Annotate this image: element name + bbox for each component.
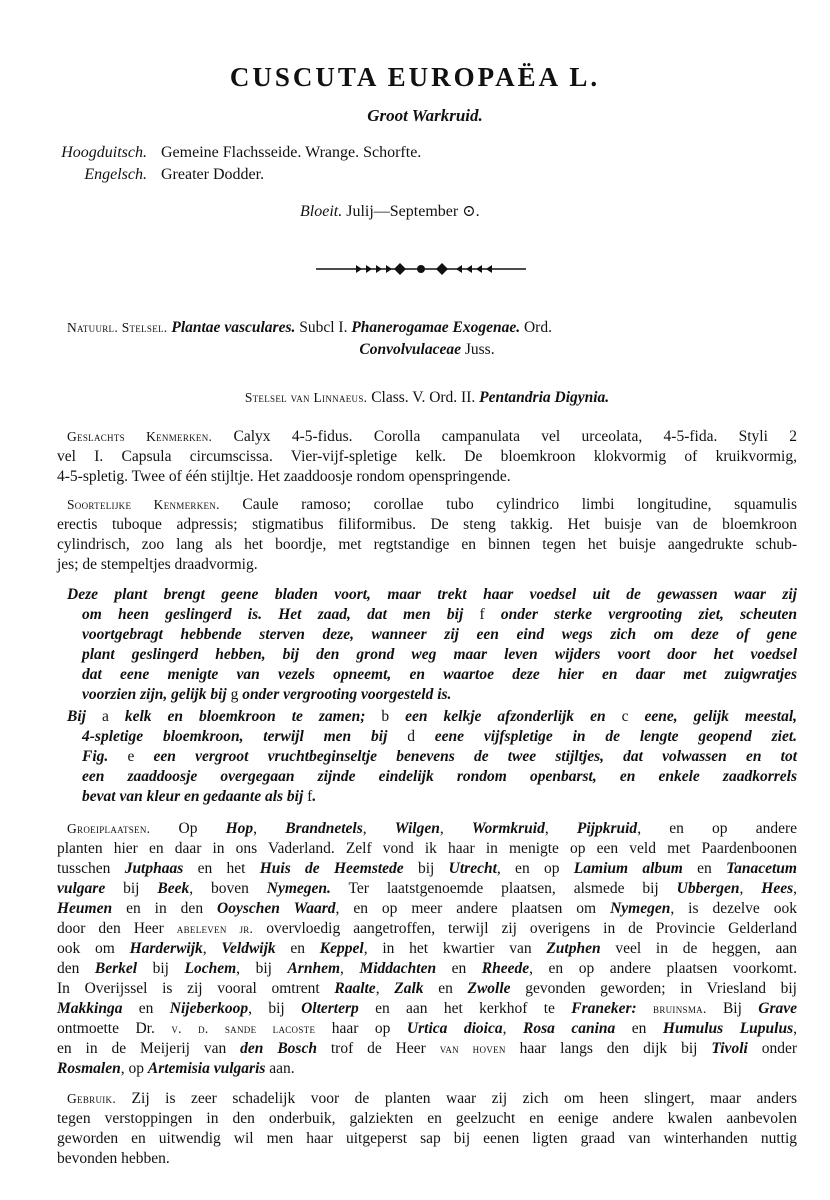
small-caps-heading: v. d. sande lacoste: [171, 1021, 316, 1036]
italic-text: Plantae vasculares.: [171, 319, 296, 336]
text-run: Bij: [706, 1000, 759, 1017]
text-run: ontmoette Dr.: [57, 1020, 172, 1037]
text-run: d: [407, 728, 415, 745]
text-line: [57, 515, 797, 535]
italic-text: eene, gelijk meestal,: [628, 708, 797, 725]
italic-text: Rosa canina: [522, 1020, 616, 1037]
text-line: [57, 447, 797, 467]
italic-text: Brandnetels: [285, 820, 363, 837]
text-run: ,: [793, 880, 798, 897]
text-run: Class. V. Ord. II.: [367, 389, 480, 406]
small-caps-heading: Gebruik.: [67, 1091, 117, 1106]
species-characteristics: [57, 495, 797, 575]
italic-text: Olterterp: [301, 1000, 359, 1017]
text-run: en: [615, 1020, 663, 1037]
text-line: [57, 1129, 797, 1149]
italic-text: Nijeberkoop: [169, 1000, 249, 1017]
text-run: ,: [793, 1020, 797, 1037]
text-line: [57, 919, 797, 939]
bloom-period: [300, 201, 480, 221]
italic-text: Rheede: [481, 960, 530, 977]
text-run: en aan het kerkhof te: [358, 1000, 572, 1017]
text-line: [57, 340, 797, 360]
text-line: [57, 1039, 797, 1059]
name-label: Engelsch.: [84, 166, 147, 183]
name-label: Hoogduitsch.: [61, 144, 147, 161]
text-run: gevonden geworden; in Vriesland bij: [510, 980, 797, 997]
italic-text: Berkel: [94, 960, 138, 977]
text-run: tegen verstoppingen in den onderbuik, galziekten en geelzucht en eenige andere kwalen aanbevolen: [57, 1110, 797, 1127]
italic-text: Veldwijk: [221, 940, 276, 957]
italic-text: Ubbergen: [676, 880, 740, 897]
text-run: en: [436, 960, 482, 977]
natural-system: [57, 318, 797, 338]
subtitle: Groot Warkruid.: [367, 106, 483, 125]
italic-text: Pijpkruid: [576, 820, 638, 837]
text-line: [57, 879, 797, 899]
small-caps-heading: bruinsma.: [653, 1001, 707, 1016]
text-run: Subcl I.: [295, 319, 352, 336]
text-run: e: [127, 748, 135, 765]
text-run: In Overijssel is zij vooral omtrent: [57, 980, 335, 997]
text-run: , en op meer andere plaatsen om: [335, 900, 611, 917]
text-run: Op: [150, 820, 226, 837]
text-run: 4-5-spletig. Twee of één stijltje. Het zaaddoosje rondom openspringende.: [57, 468, 511, 485]
small-caps-heading: Stelsel van Linnaeus.: [244, 390, 368, 405]
text-run: planten hier en daar in ons Vaderland. Zelf vond ik haar in menigte op een veld met Paardenboonen: [57, 840, 797, 857]
text-run: trof de Heer: [316, 1040, 440, 1057]
italic-text: Ooyschen Waard: [217, 900, 336, 917]
text-run: ook om: [57, 940, 130, 957]
italic-text: Zwolle: [467, 980, 511, 997]
text-line: [57, 1059, 797, 1079]
italic-text: een kelkje afzonderlijk en: [389, 708, 622, 725]
text-line: [57, 939, 797, 959]
italic-text: den Bosch: [240, 1040, 317, 1057]
body-text: [57, 318, 797, 1169]
text-line: [57, 1149, 797, 1169]
italic-text: Keppel: [319, 940, 364, 957]
italic-text: vulgare: [57, 880, 106, 897]
small-caps-heading: van hoven: [439, 1041, 506, 1056]
text-run: door den Heer: [57, 920, 177, 937]
text-line: [57, 535, 797, 555]
italic-text: Grave: [758, 1000, 797, 1017]
text-run: Ord.: [520, 319, 552, 336]
text-run: en in den: [112, 900, 218, 917]
italic-text: Heumen: [57, 900, 113, 917]
text-line: [57, 747, 797, 767]
bloom-value: Julij—September: [346, 203, 459, 220]
text-line: [57, 1109, 797, 1129]
text-run: , bij: [236, 960, 288, 977]
small-caps-heading: Geslachts Kenmerken.: [67, 429, 213, 444]
italic-text: Lamium album: [573, 860, 683, 877]
small-caps-heading: Soortelijke Kenmerken.: [67, 497, 220, 512]
italic-text: Utrecht: [448, 860, 497, 877]
italic-text: Tanacetum: [726, 860, 797, 877]
text-run: Zij is zeer schadelijk voor de planten waar zij zich om heen slingert, maar anders: [116, 1090, 797, 1107]
text-line: [57, 605, 797, 625]
text-run: f: [307, 788, 313, 805]
italic-text: Lochem: [184, 960, 237, 977]
text-line: [57, 555, 797, 575]
italic-text: Humulus Lupulus: [662, 1020, 794, 1037]
text-line: [57, 645, 797, 665]
linnaean-system: [57, 388, 797, 408]
italic-text: Makkinga: [57, 1000, 123, 1017]
text-line: [57, 427, 797, 447]
text-run: en het: [183, 860, 260, 877]
text-run: ,: [202, 940, 222, 957]
genus-characteristics: [57, 427, 797, 487]
text-run: a: [101, 708, 109, 725]
text-line: [57, 665, 797, 685]
text-run: Juss.: [460, 341, 495, 358]
italic-text: onder sterke vergrooting ziet, scheuten: [484, 606, 797, 623]
text-run: vel I. Capsula circumscissa. Vier-vijf-spletige kelk. De bloemkroon klokvormig of kruikvormig,: [57, 448, 797, 465]
name-row-english: [0, 166, 830, 186]
name-value: Greater Dodder.: [161, 166, 265, 183]
text-line: [57, 495, 797, 515]
text-line: [57, 318, 797, 338]
text-line: [57, 685, 797, 705]
italic-text: Arnhem: [287, 960, 341, 977]
text-line: [57, 467, 797, 487]
text-run: Ter laatstgenoemde plaatsen, alsmede bij: [330, 880, 677, 897]
text-run: bij: [137, 960, 185, 977]
text-run: Caule ramoso; corollae tubo cylindrico limbi longitudine, squamulis: [219, 496, 797, 513]
text-line: [57, 767, 797, 787]
page-title: CUSCUTA EUROPAËA L.: [229, 62, 601, 92]
text-run: den: [57, 960, 95, 977]
italic-text: Hees: [761, 880, 794, 897]
italic-text: Nymegen.: [266, 880, 331, 897]
italic-text: Tivoli: [711, 1040, 748, 1057]
text-line: [57, 585, 797, 605]
italic-text: Jutphaas: [124, 860, 184, 877]
text-run: erectis tuboque adpressis; stigmatibus filiformibus. De steng takkig. Het buisje van de bloemkroon: [57, 516, 797, 533]
italic-text: Pentandria Digynia.: [479, 389, 610, 406]
description-paragraph: [57, 585, 797, 705]
text-line: [57, 787, 797, 807]
italic-text: Middachten: [359, 960, 437, 977]
text-run: b: [381, 708, 390, 725]
text-run: g: [230, 686, 239, 703]
small-caps-heading: Natuurl. Stelsel.: [67, 320, 168, 335]
text-line: [57, 859, 797, 879]
text-run: geworden en uitwendig wil men haar uitgeperst sap bij eenen ligten graad van winterhanden nuttig: [57, 1130, 797, 1147]
italic-text: Urtica dioica: [406, 1020, 503, 1037]
text-run: , in het kwartier van: [363, 940, 547, 957]
text-run: bij: [403, 860, 449, 877]
text-run: ,: [544, 820, 577, 837]
text-line: [57, 1089, 797, 1109]
text-run: ,: [362, 820, 395, 837]
italic-text: voortgebragt hebbende sterven deze, wanneer zij een eind wegs zich om deze of gene: [82, 626, 797, 643]
small-caps-heading: abeleven jr.: [176, 921, 254, 936]
text-run: en in de Meijerij van: [57, 1040, 241, 1057]
text-run: bij: [105, 880, 158, 897]
text-run: aan.: [265, 1060, 295, 1077]
italic-text: Fig.: [82, 748, 128, 765]
text-run: haar op: [315, 1020, 407, 1037]
text-line: [57, 819, 797, 839]
text-line: [57, 979, 797, 999]
name-value: Gemeine Flachsseide. Wrange. Schorfte.: [161, 144, 422, 161]
italic-text: Artemisia vulgaris: [147, 1060, 266, 1077]
text-line: [57, 707, 797, 727]
italic-text: Convolvulaceae: [359, 341, 461, 358]
text-run: bevonden hebben.: [57, 1150, 170, 1167]
text-line: [57, 727, 797, 747]
text-run: ,: [439, 820, 472, 837]
italic-text: een zaaddoosje overgegaan zijnde eindelijk rondom openbarst, en enkele zaadkorrels: [82, 768, 797, 785]
italic-text: Huis de Heemstede: [259, 860, 404, 877]
italic-text: Harderwijk: [129, 940, 203, 957]
italic-text: Zalk: [394, 980, 424, 997]
text-run: f: [479, 606, 485, 623]
text-run: [637, 1000, 653, 1017]
italic-text: Deze plant brengt geene bladen voort, maar trekt haar voedsel uit de gewassen waar zij: [67, 586, 797, 603]
text-run: ,: [502, 1020, 523, 1037]
italic-text: Franeker:: [571, 1000, 637, 1017]
italic-text: Bij: [67, 708, 102, 725]
text-line: [57, 388, 797, 408]
italic-text: Hop: [225, 820, 254, 837]
text-run: overvloedig aangetroffen, terwijl zij overigens in de Provincie Gelderland: [253, 920, 797, 937]
italic-text: om heen geslingerd is. Het zaad, dat men bij: [82, 606, 480, 623]
text-line: [57, 1019, 797, 1039]
text-run: ,: [375, 980, 395, 997]
text-run: , bij: [248, 1000, 302, 1017]
italic-text: kelk en bloemkroon te zamen;: [108, 708, 382, 725]
text-run: ,: [739, 880, 762, 897]
text-run: en: [275, 940, 320, 957]
text-run: c: [621, 708, 629, 725]
text-line: [57, 839, 797, 859]
text-line: [57, 625, 797, 645]
italic-text: plant geslingerd hebben, bij den grond weg maar leven wijders voort door het voedsel: [82, 646, 797, 663]
italic-text: .: [312, 788, 317, 805]
italic-text: dat eene menigte van vezels opneemt, en waartoe deze hier en daar met zuigwratjes: [82, 666, 797, 683]
text-run: onder: [747, 1040, 798, 1057]
text-run: jes; de stempeltjes draadvormig.: [57, 556, 258, 573]
text-run: en: [122, 1000, 170, 1017]
text-run: , en op: [496, 860, 574, 877]
bloom-label: Bloeit.: [300, 203, 343, 220]
annual-symbol: ⊙.: [462, 203, 480, 220]
text-line: [57, 959, 797, 979]
text-run: cylindrisch, zoo lang als het boordje, met regtstandige en binnen tegen het buisje aangedrukte schub-: [57, 536, 797, 553]
text-run: , en op andere plaatsen voorkomt.: [529, 960, 797, 977]
figure-explanation: [57, 707, 797, 807]
text-run: , en op andere: [637, 820, 797, 837]
italic-text: voorzien zijn, gelijk bij: [82, 686, 231, 703]
text-run: ,: [340, 960, 360, 977]
ornament-rule-icon: [316, 262, 526, 276]
text-run: , op: [120, 1060, 148, 1077]
text-run: , is dezelve ook: [670, 900, 797, 917]
text-run: tusschen: [57, 860, 125, 877]
text-run: Calyx 4-5-fidus. Corolla campanulata vel urceolata, 4-5-fida. Styli 2: [212, 428, 797, 445]
text-run: , boven: [189, 880, 267, 897]
italic-text: bevat van kleur en gedaante als bij: [82, 788, 308, 805]
text-run: en: [423, 980, 468, 997]
italic-text: Phanerogamae Exogenae.: [351, 319, 521, 336]
natural-system-order: [57, 340, 797, 360]
italic-text: 4-spletige bloemkroon, terwijl men bij: [82, 728, 408, 745]
text-line: [57, 899, 797, 919]
usage: [57, 1089, 797, 1169]
italic-text: Wilgen: [394, 820, 440, 837]
italic-text: Raalte: [334, 980, 376, 997]
italic-text: Beek: [157, 880, 190, 897]
text-run: en: [682, 860, 727, 877]
italic-text: Rosmalen: [57, 1060, 121, 1077]
text-run: veel in de heggen, aan: [600, 940, 797, 957]
small-caps-heading: Groeiplaatsen.: [67, 821, 151, 836]
italic-text: Wormkruid: [471, 820, 545, 837]
text-run: haar langs den dijk bij: [505, 1040, 712, 1057]
text-run: ,: [253, 820, 286, 837]
italic-text: een vergroot vruchtbeginseltje benevens de twee stijltjes, dat volwassen en tot: [134, 748, 797, 765]
italic-text: onder vergrooting voorgesteld is.: [238, 686, 452, 703]
italic-text: Nymegen: [610, 900, 671, 917]
name-row-german: [0, 144, 830, 164]
text-line: [57, 999, 797, 1019]
italic-text: Zutphen: [546, 940, 601, 957]
italic-text: eene vijfspletige in de lengte geopend ziet.: [414, 728, 798, 745]
habitats: [57, 819, 797, 1079]
